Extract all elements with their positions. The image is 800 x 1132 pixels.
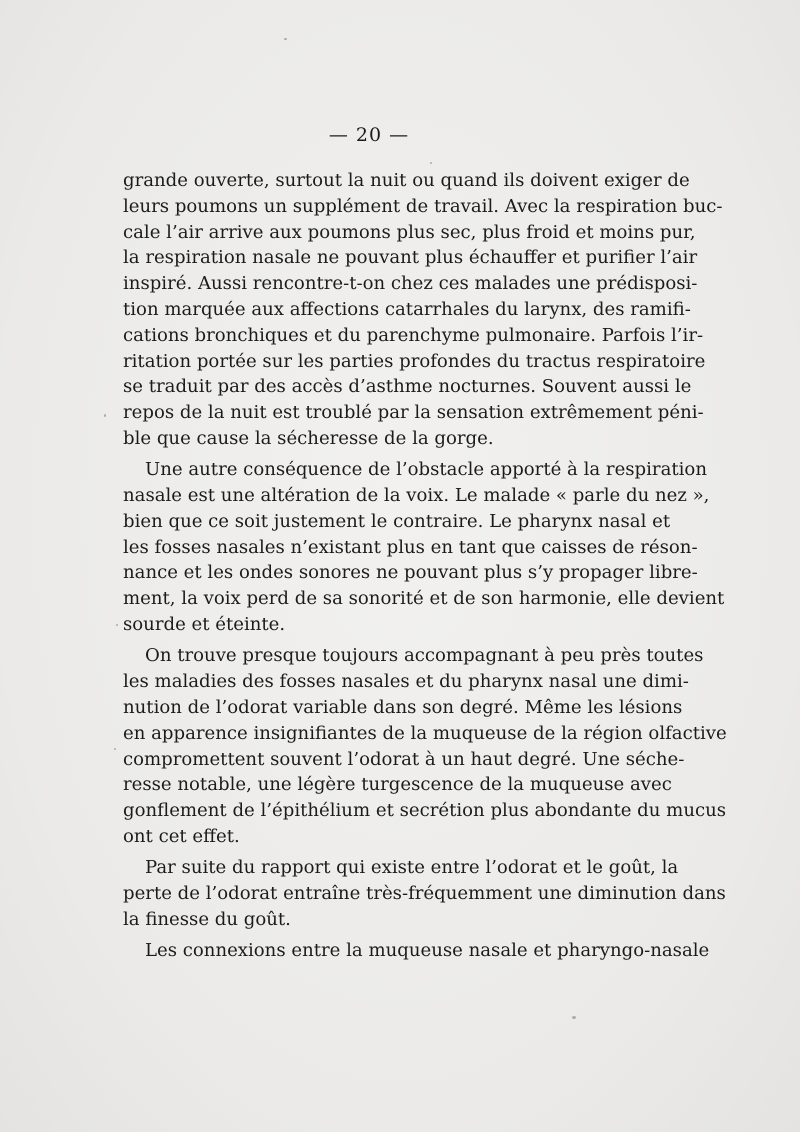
paragraph-4 [123, 855, 726, 932]
paragraph-3 [123, 643, 727, 849]
paper-speck [104, 414, 106, 417]
text-line: Les connexions entre la muqueuse nasale et pharyngo-nasale [145, 940, 710, 962]
text-line: repos de la nuit est troublé par la sensation extrêmement péni- [123, 402, 704, 424]
text-line: en apparence insignifiantes de la muqueuse de la région olfactive [123, 722, 727, 744]
text-line: leurs poumons un supplément de travail. Avec la respiration buc- [123, 195, 723, 217]
text-line: Par suite du rapport qui existe entre l’odorat et le goût, la [145, 857, 679, 879]
text-line: nution de l’odorat variable dans son degré. Même les lésions [123, 696, 683, 718]
page-number: — 20 — [328, 124, 410, 146]
text-line: compromettent souvent l’odorat à un haut degré. Une séche- [123, 748, 685, 770]
text-line: cale l’air arrive aux poumons plus sec, plus froid et moins pur, [123, 221, 696, 243]
text-line: resse notable, une légère turgescence de la muqueuse avec [123, 774, 672, 796]
text-line: se traduit par des accès d’asthme nocturnes. Souvent aussi le [123, 376, 692, 398]
text-line: Une autre conséquence de l’obstacle apporté à la respiration [145, 459, 707, 481]
paragraph-2 [123, 457, 725, 638]
body-text [123, 168, 727, 964]
paper-speck [114, 748, 116, 750]
text-line: gonflement de l’épithélium et secrétion plus abondante du mucus [123, 800, 727, 822]
text-line: les maladies des fosses nasales et du pharynx nasal une dimi- [123, 671, 689, 693]
text-line: grande ouverte, surtout la nuit ou quand ils doivent exiger de [123, 170, 690, 191]
text-line: inspiré. Aussi rencontre-t-on chez ces malades une prédisposi- [123, 273, 698, 295]
text-line: ritation portée sur les parties profondes du tractus respiratoire [123, 350, 706, 372]
text-line: la finesse du goût. [123, 908, 291, 930]
paragraph-1 [123, 168, 723, 452]
paper-speck [430, 162, 432, 164]
text-line: la respiration nasale ne pouvant plus échauffer et purifier l’air [123, 247, 698, 269]
paper-speck [572, 1016, 576, 1019]
text-line: bien que ce soit justement le contraire. Le pharynx nasal et [123, 510, 671, 532]
text-line: les fosses nasales n’existant plus en tant que caisses de réson- [123, 536, 698, 558]
text-line: ont cet effet. [123, 825, 240, 847]
text-line: sourde et éteinte. [123, 614, 286, 636]
text-line: ble que cause la sécheresse de la gorge. [123, 427, 494, 449]
text-line: nasale est une altération de la voix. Le malade « parle du nez », [123, 485, 710, 507]
text-line: ment, la voix perd de sa sonorité et de son harmonie, elle devient [123, 588, 725, 610]
text-line: cations bronchiques et du parenchyme pulmonaire. Parfois l’ir- [123, 324, 704, 346]
text-line: nance et les ondes sonores ne pouvant plus s’y propager libre- [123, 562, 698, 584]
text-line: perte de l’odorat entraîne très-fréquemment une diminution dans [123, 883, 726, 905]
text-line: tion marquée aux affections catarrhales du larynx, des ramifi- [123, 298, 691, 320]
paper-speck [116, 624, 118, 626]
paper-speck [284, 38, 287, 40]
paragraph-5 [123, 938, 710, 964]
text-line: On trouve presque toujours accompagnant à peu près toutes [145, 645, 704, 667]
